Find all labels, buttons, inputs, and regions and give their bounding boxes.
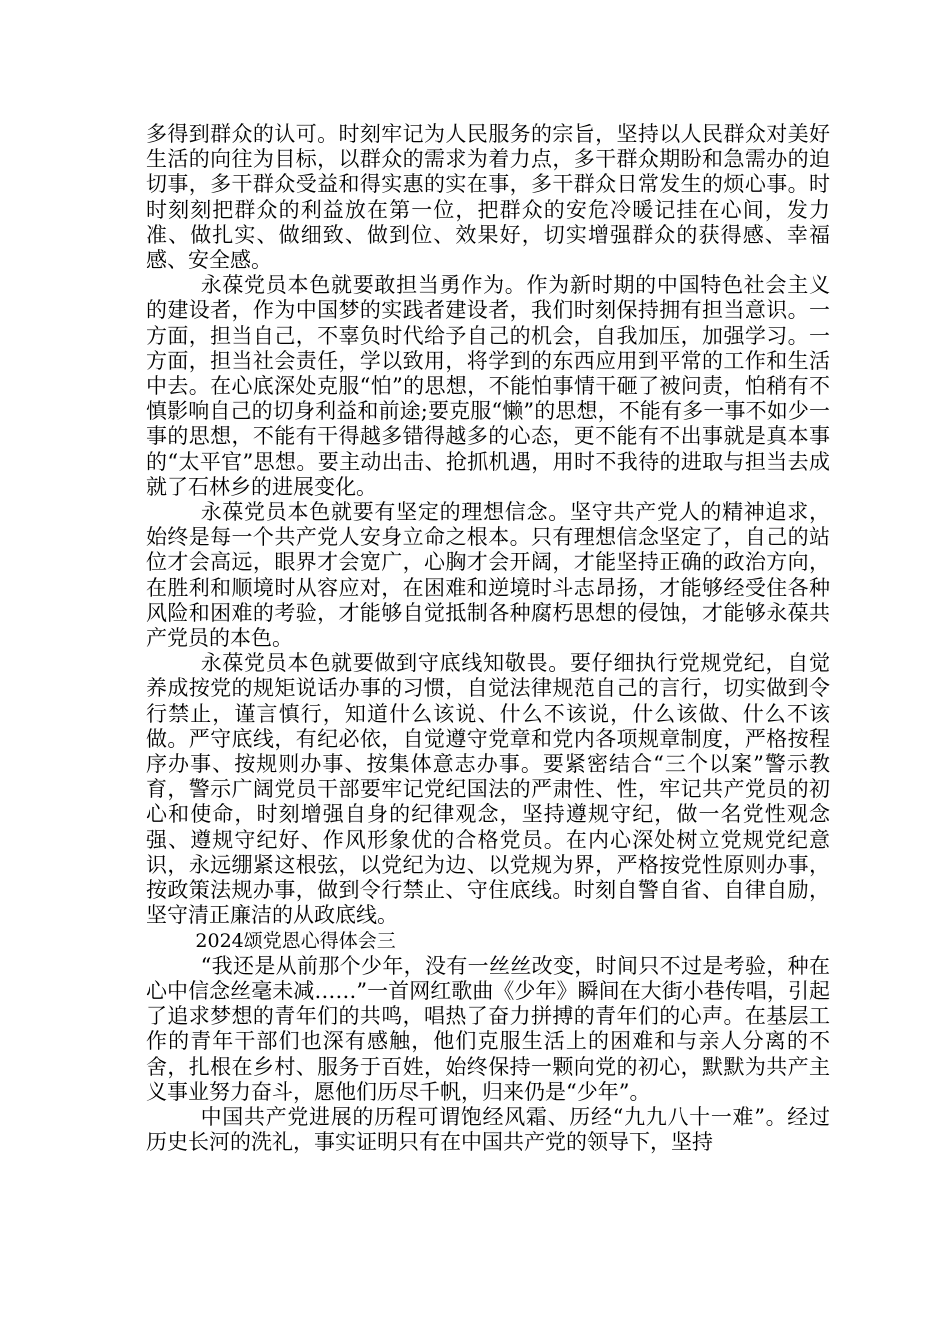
paragraph-ideals: 永葆党员本色就要有坚定的理想信念。坚守共产党人的精神追求，始终是每一个共产党人安身立命之根本。只有理想信念坚定了，自己的站位才会高远，眼界才会宽广，心胸才会开阔，才能坚持正确的政治方向，在胜利和顺境时从容应对，在困难和逆境时斗志昂扬，才能够经受住各种风险和困难的考验，才能够自觉抵制各种腐朽思想的侵蚀，才能够永葆共产党员的本色。 xyxy=(146,500,830,651)
paragraph-youth: “我还是从前那个少年，没有一丝丝改变，时间只不过是考验，种在心中信念丝毫未减……”一首网红歌曲《少年》瞬间在大街小巷传唱，引起了追求梦想的青年们的共鸣，唱热了奋力拼搏的青年们的心声。在基层工作的青年干部们也深有感触，他们克服生活上的困难和与亲人分离的不舍，扎根在乡村、服务于百姓，始终保持一颗向党的初心，默默为共产主义事业努力奋斗，愿他们历尽千帆，归来仍是“少年”。 xyxy=(146,953,830,1104)
paragraph-discipline: 永葆党员本色就要做到守底线知敬畏。要仔细执行党规党纪，自觉养成按党的规矩说话办事的习惯，自觉法律规范自己的言行，切实做到令行禁止，谨言慎行，知道什么该说、什么不该说，什么该做、什么不该做。严守底线，有纪必依，自觉遵守党章和党内各项规章制度，严格按程序办事、按规则办事、按集体意志办事。要紧密结合“三个以案”警示教育，警示广阔党员干部要牢记党纪国法的严肃性、性，牢记共产党员的初心和使命，时刻增强自身的纪律观念，坚持遵规守纪，做一名党性观念强、遵规守纪好、作风形象优的合格党员。在内心深处树立党规党纪意识，永远绷紧这根弦，以党纪为边、以党规为界，严格按党性原则办事，按政策法规办事，做到令行禁止、守住底线。时刻自警自省、自律自励，坚守清正廉洁的从政底线。 xyxy=(146,651,830,928)
document-page xyxy=(146,122,830,1155)
paragraph-responsibility: 永葆党员本色就要敢担当勇作为。作为新时期的中国特色社会主义的建设者，作为中国梦的实践者建设者，我们时刻保持拥有担当意识。一方面，担当自己，不辜负时代给予自己的机会，自我加压，加强学习。一方面，担当社会责任，学以致用，将学到的东西应用到平常的工作和生活中去。在心底深处克服“怕”的思想，不能怕事情干砸了被问责，怕稍有不慎影响自己的切身利益和前途;要克服“懒”的思想，不能有多一事不如少一事的思想，不能有干得越多错得越多的心态，更不能有不出事就是真本事的“太平官”思想。要主动出击、抢抓机遇，用时不我待的进取与担当去成就了石林乡的进展变化。 xyxy=(146,273,830,499)
paragraph-continuation: 多得到群众的认可。时刻牢记为人民服务的宗旨，坚持以人民群众对美好生活的向往为目标，以群众的需求为着力点，多干群众期盼和急需办的迫切事，多干群众受益和得实惠的实在事，多干群众日常发生的烦心事。时时刻刻把群众的利益放在第一位，把群众的安危冷暖记挂在心间，发力准、做扎实、做细致、做到位、效果好，切实增强群众的获得感、幸福感、安全感。 xyxy=(146,122,830,273)
paragraph-party-history: 中国共产党进展的历程可谓饱经风霜、历经“九九八十一难”。经过历史长河的洗礼，事实证明只有在中国共产党的领导下，坚持 xyxy=(146,1104,830,1155)
section-heading: 2024颂党恩心得体会三 xyxy=(195,929,396,952)
